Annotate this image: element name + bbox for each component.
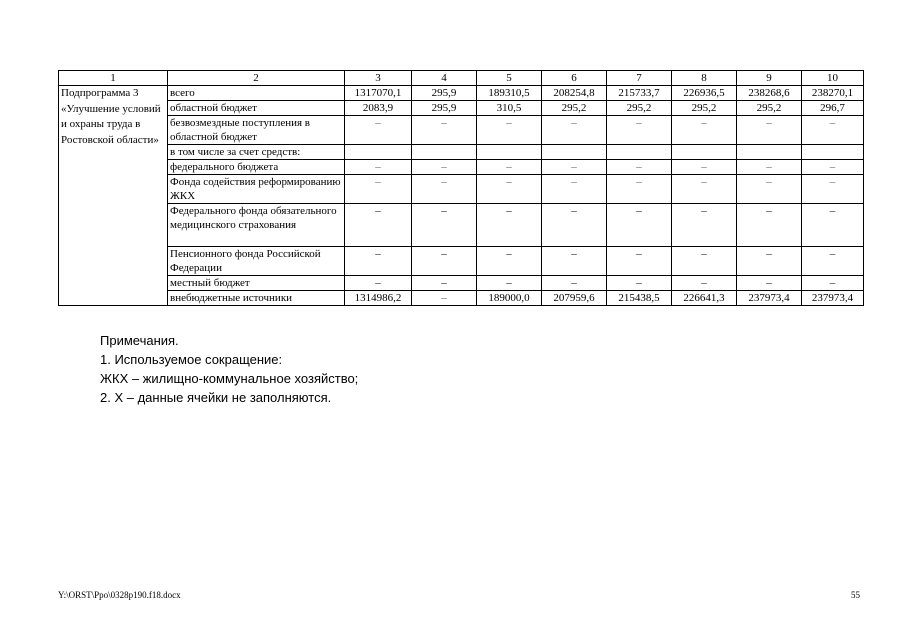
table-cell: – [345, 175, 412, 204]
table-cell: 295,2 [607, 101, 672, 116]
table-cell: 215733,7 [607, 86, 672, 101]
table-cell: – [542, 247, 607, 276]
column-header: 10 [802, 71, 864, 86]
table-cell: – [802, 204, 864, 247]
row-label: безвозмездные поступления в областной бюджет [168, 116, 345, 145]
table-cell: – [607, 160, 672, 175]
table-cell: 2083,9 [345, 101, 412, 116]
table-cell: – [345, 204, 412, 247]
table-cell: – [412, 247, 477, 276]
table-cell: 295,2 [672, 101, 737, 116]
table-row [59, 86, 864, 101]
table-cell: 226641,3 [672, 291, 737, 306]
table-cell: 238270,1 [802, 86, 864, 101]
table-cell: – [802, 160, 864, 175]
table-cell: – [345, 116, 412, 145]
table-cell [672, 145, 737, 160]
table-cell: – [477, 276, 542, 291]
table-cell [477, 145, 542, 160]
table-cell: – [345, 160, 412, 175]
table-cell [802, 145, 864, 160]
note-line: 2. Х – данные ячейки не заполняются. [100, 390, 332, 405]
table-cell: 208254,8 [542, 86, 607, 101]
table-cell [737, 145, 802, 160]
table-cell: 226936,5 [672, 86, 737, 101]
program-name-cell: Подпрограмма 3 «Улучшение условий и охраны труда в Ростовской области» [59, 86, 168, 306]
table-cell: 295,9 [412, 101, 477, 116]
table-cell: 189000,0 [477, 291, 542, 306]
table-cell: – [477, 160, 542, 175]
table-row [59, 291, 864, 306]
column-header: 6 [542, 71, 607, 86]
table-cell: – [672, 247, 737, 276]
row-label: внебюджетные источники [168, 291, 345, 306]
table-cell: – [542, 276, 607, 291]
table-cell: – [802, 116, 864, 145]
table-cell: 237973,4 [802, 291, 864, 306]
row-label: всего [168, 86, 345, 101]
table-cell: – [737, 276, 802, 291]
table-cell: – [802, 175, 864, 204]
table-cell: – [542, 204, 607, 247]
row-label: местный бюджет [168, 276, 345, 291]
table-row [59, 116, 864, 145]
table-row [59, 204, 864, 247]
table-cell: – [737, 247, 802, 276]
table-cell: – [737, 116, 802, 145]
row-label: федерального бюджета [168, 160, 345, 175]
table-cell: 189310,5 [477, 86, 542, 101]
table-cell: 295,2 [542, 101, 607, 116]
table-row [59, 145, 864, 160]
table-cell: – [737, 204, 802, 247]
table-cell: 295,2 [737, 101, 802, 116]
column-header: 1 [59, 71, 168, 86]
table-cell: 310,5 [477, 101, 542, 116]
table-cell: 207959,6 [542, 291, 607, 306]
footer-file-path: Y:\ORST\Ppo\0328p190.f18.docx [58, 590, 181, 600]
budget-table [58, 70, 864, 306]
table-row [59, 276, 864, 291]
table-cell: – [345, 276, 412, 291]
table-cell: 1317070,1 [345, 86, 412, 101]
column-header: 9 [737, 71, 802, 86]
table-cell: 295,9 [412, 86, 477, 101]
table-cell: – [345, 247, 412, 276]
table-cell [542, 145, 607, 160]
notes-title: Примечания. [100, 333, 179, 348]
table-cell: – [477, 204, 542, 247]
row-label: областной бюджет [168, 101, 345, 116]
table-cell: – [542, 116, 607, 145]
table-cell: – [672, 116, 737, 145]
table-cell: 238268,6 [737, 86, 802, 101]
table-row [59, 160, 864, 175]
table-cell: – [802, 247, 864, 276]
table-cell: – [412, 116, 477, 145]
row-label: Фонда содействия реформированию ЖКХ [168, 175, 345, 204]
column-header: 3 [345, 71, 412, 86]
table-cell: – [542, 175, 607, 204]
table-header-row [59, 71, 864, 86]
table-cell: – [607, 204, 672, 247]
column-header: 8 [672, 71, 737, 86]
table-cell: – [672, 175, 737, 204]
note-line: ЖКХ – жилищно-коммунальное хозяйство; [100, 371, 359, 386]
table-cell: – [542, 160, 607, 175]
table-cell: – [477, 247, 542, 276]
note-line: 1. Используемое сокращение: [100, 352, 283, 367]
table-cell: – [737, 175, 802, 204]
table-cell: 215438,5 [607, 291, 672, 306]
table-cell: – [737, 160, 802, 175]
table-cell: – [672, 204, 737, 247]
table-cell: 237973,4 [737, 291, 802, 306]
table-cell: – [477, 175, 542, 204]
notes-block [100, 331, 358, 407]
table-cell: – [412, 276, 477, 291]
row-label: в том числе за счет средств: [168, 145, 345, 160]
table-cell: – [672, 276, 737, 291]
table-cell: – [607, 116, 672, 145]
table-cell: – [412, 204, 477, 247]
table-cell [345, 145, 412, 160]
column-header: 5 [477, 71, 542, 86]
table-cell: – [672, 160, 737, 175]
table-row [59, 101, 864, 116]
column-header: 4 [412, 71, 477, 86]
table-cell: – [607, 247, 672, 276]
table-cell [412, 145, 477, 160]
table-cell: – [412, 175, 477, 204]
table-cell: 1314986,2 [345, 291, 412, 306]
table-cell: – [412, 160, 477, 175]
table-row [59, 175, 864, 204]
column-header: 7 [607, 71, 672, 86]
table-cell [607, 145, 672, 160]
table-row [59, 247, 864, 276]
table-cell: – [412, 291, 477, 306]
column-header: 2 [168, 71, 345, 86]
table-cell: – [607, 276, 672, 291]
table-cell: – [477, 116, 542, 145]
table-cell: 296,7 [802, 101, 864, 116]
table-cell: – [607, 175, 672, 204]
row-label: Федерального фонда обязательного медицинского страхования [168, 204, 345, 247]
table-cell: – [802, 276, 864, 291]
page-number: 55 [851, 590, 860, 600]
row-label: Пенсионного фонда Российской Федерации [168, 247, 345, 276]
